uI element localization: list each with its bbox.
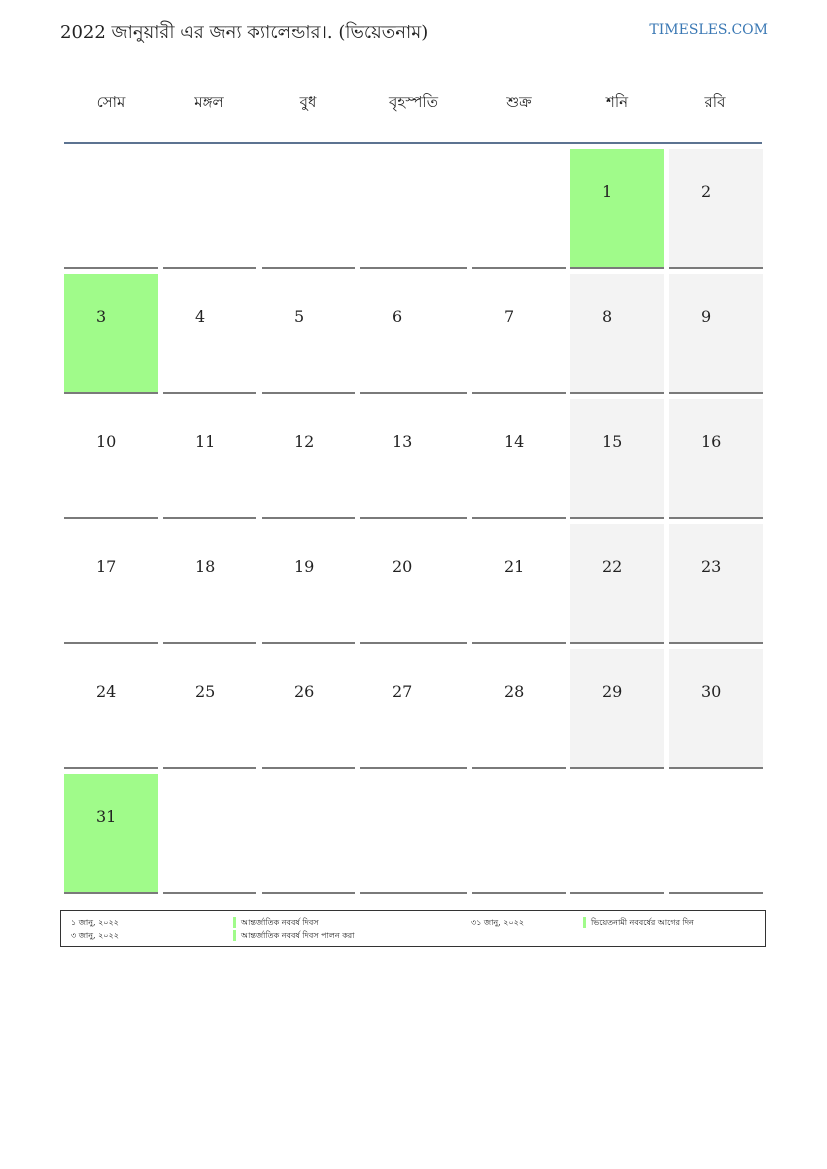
legend-marker-1 [233, 917, 236, 928]
weekday-thu: বৃহস্পতি [389, 93, 438, 111]
day-number: 3 [96, 307, 107, 326]
day-cell-25[interactable] [163, 649, 256, 769]
legend-marker-2 [233, 930, 236, 941]
day-cell-17[interactable] [64, 524, 158, 644]
day-cell-16[interactable] [669, 399, 763, 519]
day-cell-22[interactable] [570, 524, 664, 644]
day-cell-5[interactable] [262, 274, 355, 394]
day-cell-9[interactable] [669, 274, 763, 394]
day-number: 4 [195, 307, 206, 326]
day-cell-3[interactable] [64, 274, 158, 394]
day-number: 6 [392, 307, 403, 326]
day-cell-31[interactable] [64, 774, 158, 894]
day-number: 30 [701, 682, 722, 701]
day-number: 2 [701, 182, 712, 201]
day-cell-18[interactable] [163, 524, 256, 644]
day-number: 16 [701, 432, 722, 451]
day-cell-30[interactable] [669, 649, 763, 769]
day-number: 24 [96, 682, 117, 701]
weekday-sat: শনি [605, 93, 629, 111]
empty-day-cell [472, 149, 566, 269]
weekday-fri: শুক্র [506, 93, 532, 111]
holiday-legend [60, 910, 766, 947]
day-cell-1[interactable] [570, 149, 664, 269]
day-cell-15[interactable] [570, 399, 664, 519]
day-number: 20 [392, 557, 413, 576]
day-number: 10 [96, 432, 117, 451]
day-cell-26[interactable] [262, 649, 355, 769]
empty-day-cell [669, 774, 763, 894]
day-cell-11[interactable] [163, 399, 256, 519]
day-cell-23[interactable] [669, 524, 763, 644]
day-cell-10[interactable] [64, 399, 158, 519]
day-number: 29 [602, 682, 623, 701]
weekday-wed: বুধ [299, 93, 317, 111]
day-number: 31 [96, 807, 117, 826]
day-number: 25 [195, 682, 216, 701]
legend-marker-3 [583, 917, 586, 928]
empty-day-cell [360, 149, 467, 269]
day-number: 7 [504, 307, 515, 326]
day-cell-27[interactable] [360, 649, 467, 769]
day-number: 8 [602, 307, 613, 326]
day-cell-21[interactable] [472, 524, 566, 644]
weekday-tue: মঙ্গল [194, 93, 224, 111]
day-number: 13 [392, 432, 413, 451]
day-number: 1 [602, 182, 613, 201]
day-number: 22 [602, 557, 623, 576]
empty-day-cell [360, 774, 467, 894]
day-number: 27 [392, 682, 413, 701]
day-number: 15 [602, 432, 623, 451]
legend-date-3: ৩১ জানু, ২০২২ [471, 918, 525, 927]
day-number: 14 [504, 432, 525, 451]
legend-date-1: ১ জানু, ২০২২ [71, 918, 119, 927]
empty-day-cell [570, 774, 664, 894]
empty-day-cell [262, 774, 355, 894]
legend-event-2: আন্তর্জাতিক নববর্ষ দিবস পালন করা [241, 931, 355, 940]
day-number: 11 [195, 432, 216, 451]
site-link[interactable]: TIMESLES.COM [649, 22, 768, 38]
day-cell-6[interactable] [360, 274, 467, 394]
day-cell-29[interactable] [570, 649, 664, 769]
day-cell-24[interactable] [64, 649, 158, 769]
legend-date-2: ৩ জানু, ২০২২ [71, 931, 119, 940]
day-cell-12[interactable] [262, 399, 355, 519]
day-cell-20[interactable] [360, 524, 467, 644]
page-title: 2022 জানুয়ারী এর জন্য ক্যালেন্ডার।. (ভিয়েতনাম) [60, 22, 429, 43]
legend-event-1: আন্তর্জাতিক নববর্ষ দিবস [241, 918, 319, 927]
day-number: 26 [294, 682, 315, 701]
legend-event-3: ভিয়েতনামী নববর্ষের আগের দিন [591, 918, 694, 927]
day-number: 23 [701, 557, 722, 576]
day-cell-7[interactable] [472, 274, 566, 394]
day-cell-2[interactable] [669, 149, 763, 269]
empty-day-cell [262, 149, 355, 269]
day-number: 28 [504, 682, 525, 701]
day-number: 17 [96, 557, 117, 576]
weekday-mon: সোম [96, 93, 126, 111]
empty-day-cell [163, 149, 256, 269]
day-number: 5 [294, 307, 305, 326]
day-number: 9 [701, 307, 712, 326]
day-number: 12 [294, 432, 315, 451]
day-number: 19 [294, 557, 315, 576]
weekday-sun: রবি [704, 93, 726, 111]
empty-day-cell [472, 774, 566, 894]
day-cell-14[interactable] [472, 399, 566, 519]
day-cell-28[interactable] [472, 649, 566, 769]
day-cell-13[interactable] [360, 399, 467, 519]
weekday-header-row [64, 80, 762, 124]
day-cell-8[interactable] [570, 274, 664, 394]
day-cell-19[interactable] [262, 524, 355, 644]
empty-day-cell [163, 774, 256, 894]
header-divider [64, 142, 762, 144]
day-number: 18 [195, 557, 216, 576]
empty-day-cell [64, 149, 158, 269]
day-cell-4[interactable] [163, 274, 256, 394]
day-number: 21 [504, 557, 525, 576]
